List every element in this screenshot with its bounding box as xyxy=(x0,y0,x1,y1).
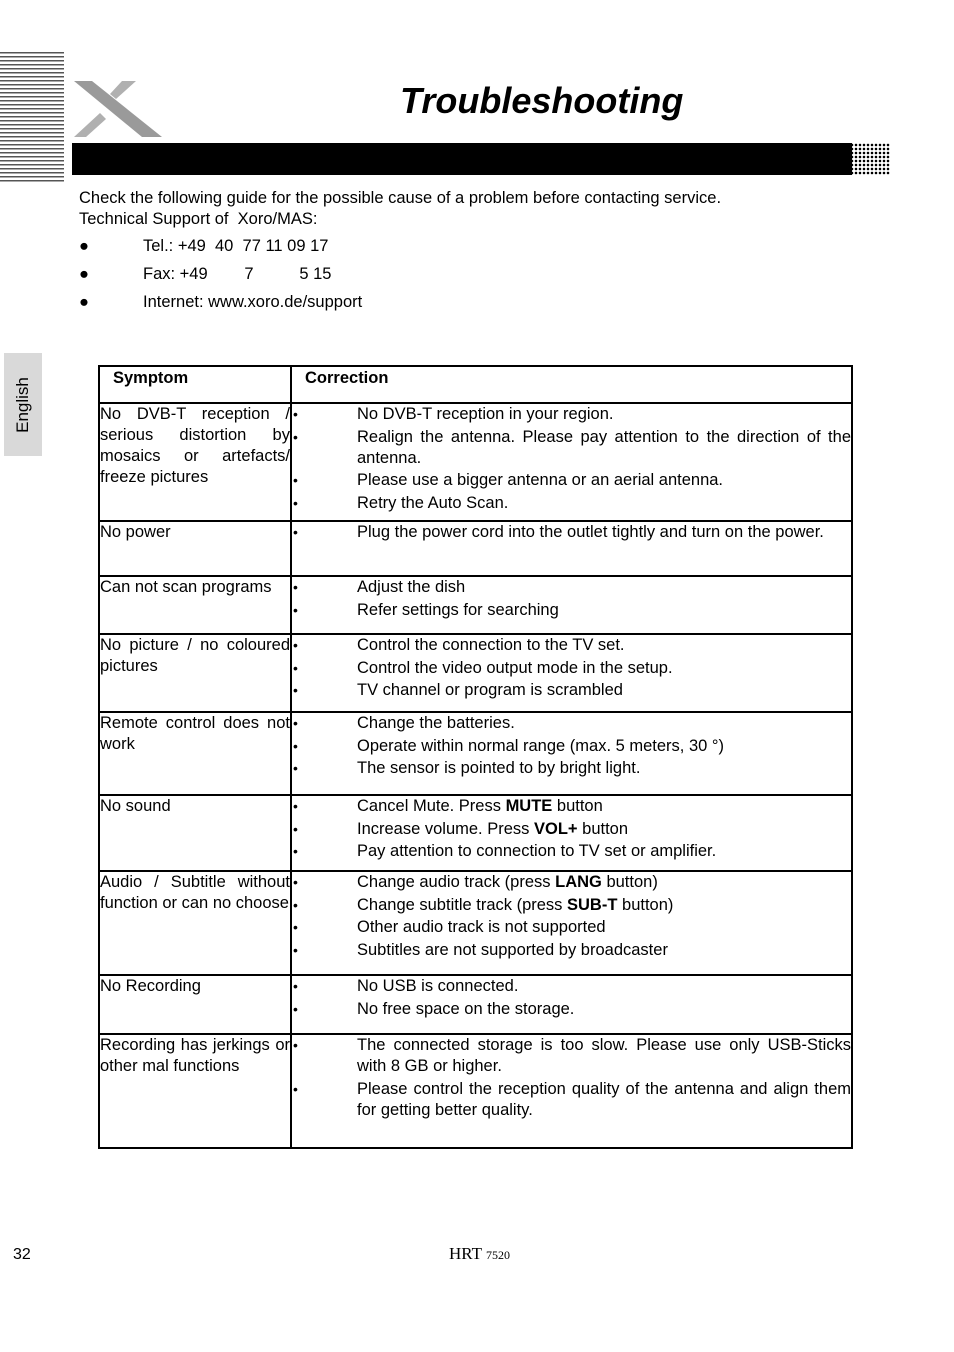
correction-item: • Realign the antenna. Please pay attention to the direction of the antenna. xyxy=(292,427,851,469)
correction-list xyxy=(292,522,851,543)
correction-item: • Pay attention to connection to TV set or amplifier. xyxy=(292,841,851,862)
correction-text: Change audio track (press xyxy=(357,873,556,891)
troubleshooting-table xyxy=(98,365,853,1149)
correction-item: • No free space on the storage. xyxy=(292,999,851,1020)
correction-item: • Retry the Auto Scan. xyxy=(292,493,851,514)
correction-text: button) xyxy=(601,873,658,891)
table-row xyxy=(99,712,852,795)
correction-header: Correction xyxy=(291,366,852,403)
intro-line-1: Check the following guide for the possible cause of a problem before contacting service. xyxy=(79,189,722,207)
correction-item xyxy=(292,895,851,916)
bullet-icon: ● xyxy=(79,265,89,283)
correction-text: Change subtitle track (press xyxy=(357,895,568,914)
correction-item: • Subtitles are not supported by broadcaster xyxy=(292,940,851,961)
correction-item: • No USB is connected. xyxy=(292,976,851,997)
correction-text: Increase volume. Press xyxy=(357,819,534,838)
page-title: Troubleshooting xyxy=(400,80,684,121)
correction-item: • Control the connection to the TV set. xyxy=(292,635,851,656)
correction-item: • Refer settings for searching xyxy=(292,600,851,621)
correction-cell xyxy=(291,871,852,975)
symptom-header: Symptom xyxy=(99,366,291,403)
title-bar-dots xyxy=(850,143,890,175)
correction-cell xyxy=(291,403,852,521)
correction-list xyxy=(292,404,851,514)
correction-text: button) xyxy=(617,895,674,914)
correction-item: • Control the video output mode in the setup. xyxy=(292,658,851,679)
table-row xyxy=(99,1034,852,1148)
correction-item xyxy=(292,796,851,817)
correction-list xyxy=(292,577,851,621)
correction-item: • The connected storage is too slow. Please use only USB-Sticks with 8 GB or higher. xyxy=(292,1035,851,1077)
correction-item xyxy=(292,872,851,893)
correction-item: • TV channel or program is scrambled xyxy=(292,680,851,701)
page-number: 32 xyxy=(13,1246,31,1263)
correction-cell xyxy=(291,712,852,795)
support-internet: Internet: www.xoro.de/support xyxy=(143,293,363,311)
correction-item: • Adjust the dish xyxy=(292,577,851,598)
language-tab xyxy=(4,353,42,456)
button-name: LANG xyxy=(555,873,602,891)
correction-item: • Plug the power cord into the outlet tightly and turn on the power. xyxy=(292,522,851,543)
correction-list xyxy=(292,796,851,862)
correction-cell xyxy=(291,576,852,634)
correction-cell xyxy=(291,1034,852,1148)
table-row xyxy=(99,521,852,576)
table-row xyxy=(99,975,852,1034)
model-number: 7520 xyxy=(485,1248,510,1262)
correction-text: Cancel Mute. Press xyxy=(357,797,506,815)
symptom-cell: No DVB-T reception / serious distortion by mosaics or artefacts/ freeze pictures xyxy=(99,403,291,521)
table-row xyxy=(99,403,852,521)
model-main: HRT xyxy=(449,1244,482,1263)
symptom-cell: Can not scan programs xyxy=(99,576,291,634)
table-row xyxy=(99,795,852,871)
correction-cell xyxy=(291,795,852,871)
symptom-cell: No power xyxy=(99,521,291,576)
button-name: MUTE xyxy=(505,797,553,815)
decorative-stripes xyxy=(0,52,64,182)
symptom-cell: Remote control does not work xyxy=(99,712,291,795)
button-name: VOL+ xyxy=(534,819,578,838)
language-tab-label: English xyxy=(13,376,32,433)
symptom-cell: Audio / Subtitle without function or can no choose xyxy=(99,871,291,975)
correction-list xyxy=(292,976,851,1020)
support-fax: Fax: +49 7 5 15 xyxy=(143,265,332,283)
model-name xyxy=(449,1244,510,1264)
intro-line-2: Technical Support of Xoro/MAS: xyxy=(79,210,318,228)
correction-item: • The sensor is pointed to by bright light. xyxy=(292,758,851,779)
support-phone: Tel.: +49 40 77 11 09 17 xyxy=(143,237,329,255)
table-row xyxy=(99,576,852,634)
correction-item xyxy=(292,819,851,840)
correction-cell xyxy=(291,521,852,576)
correction-list xyxy=(292,635,851,701)
correction-item: • Change the batteries. xyxy=(292,713,851,734)
correction-item: • Operate within normal range (max. 5 meters, 30 °) xyxy=(292,736,851,757)
table-header-row xyxy=(99,366,852,403)
title-bar xyxy=(72,143,852,175)
symptom-cell: No Recording xyxy=(99,975,291,1034)
symptom-cell: No picture / no coloured pictures xyxy=(99,634,291,712)
correction-list xyxy=(292,1035,851,1121)
correction-cell xyxy=(291,975,852,1034)
bullet-icon: ● xyxy=(79,237,89,255)
symptom-cell: No sound xyxy=(99,795,291,871)
symptom-cell: Recording has jerkings or other mal functions xyxy=(99,1034,291,1148)
bullet-icon: ● xyxy=(79,293,89,311)
correction-item: • Please control the reception quality of the antenna and align them for getting better quality. xyxy=(292,1079,851,1121)
table-body xyxy=(99,403,852,1148)
button-name: SUB-T xyxy=(567,895,618,914)
correction-item: • Other audio track is not supported xyxy=(292,917,851,938)
correction-item: • No DVB-T reception in your region. xyxy=(292,404,851,425)
table-row xyxy=(99,871,852,975)
correction-list xyxy=(292,872,851,961)
correction-cell xyxy=(291,634,852,712)
correction-text: button xyxy=(577,819,629,838)
correction-list xyxy=(292,713,851,779)
intro-text xyxy=(79,188,721,230)
correction-text: button xyxy=(552,797,603,815)
xoro-logo-icon xyxy=(70,75,170,140)
table-row xyxy=(99,634,852,712)
correction-item: • Please use a bigger antenna or an aerial antenna. xyxy=(292,470,851,491)
